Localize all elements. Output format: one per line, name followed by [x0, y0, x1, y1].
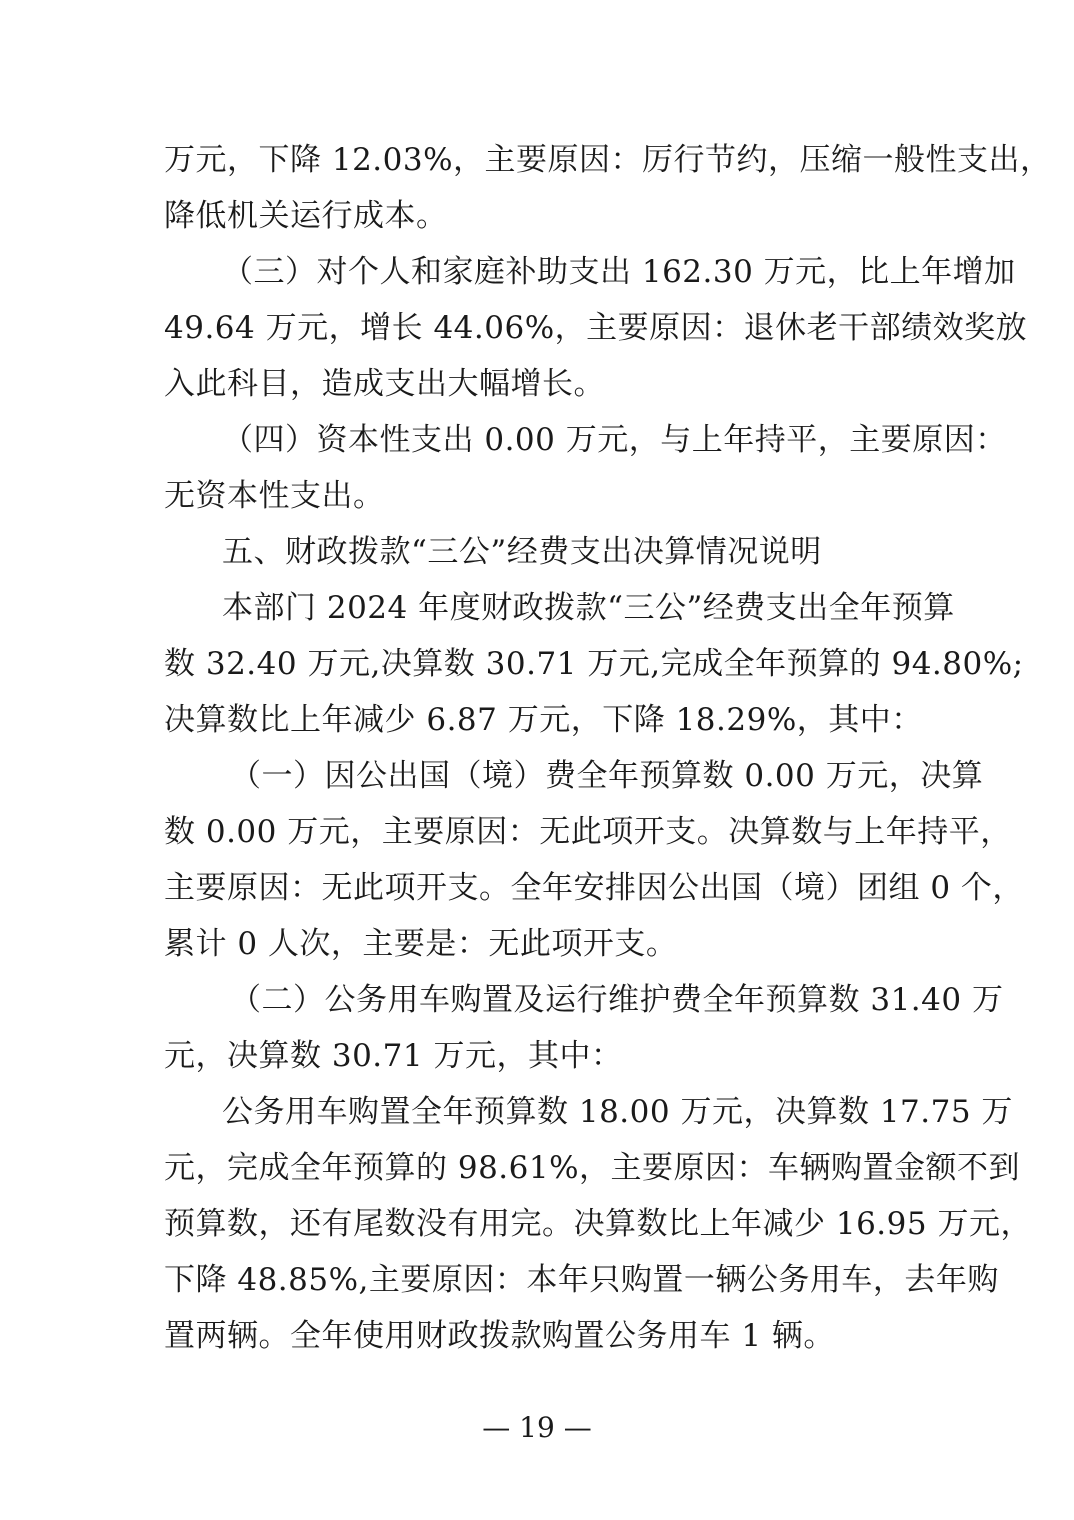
paragraph-line: （二）公务用车购置及运行维护费全年预算数 31.40 万: [230, 982, 1004, 1018]
paragraph-line: 万元，下降 12.03%，主要原因：厉行节约，压缩一般性支出，: [164, 142, 1052, 178]
paragraph-line: 数 0.00 万元，主要原因：无此项开支。决算数与上年持平，: [164, 814, 1012, 850]
paragraph-line: 本部门 2024 年度财政拨款“三公”经费支出全年预算: [222, 590, 955, 626]
paragraph-line: 预算数，还有尾数没有用完。决算数比上年减少 16.95 万元，: [164, 1206, 1032, 1242]
paragraph-line: 入此科目，造成支出大幅增长。: [164, 366, 605, 402]
paragraph-line: 数 32.40 万元,决算数 30.71 万元,完成全年预算的 94.80%;: [164, 646, 1024, 682]
section-heading: 五、财政拨款“三公”经费支出决算情况说明: [222, 534, 822, 570]
paragraph-line: （四）资本性支出 0.00 万元，与上年持平，主要原因：: [222, 422, 1007, 458]
paragraph-line: 下降 48.85%,主要原因：本年只购置一辆公务用车，去年购: [164, 1262, 999, 1298]
paragraph-line: 决算数比上年减少 6.87 万元，下降 18.29%，其中：: [164, 702, 923, 738]
paragraph-line: 累计 0 人次，主要是：无此项开支。: [164, 926, 678, 962]
paragraph-line: 主要原因：无此项开支。全年安排因公出国（境）团组 0 个，: [164, 870, 1024, 906]
page-number: — 19 —: [482, 1411, 592, 1444]
paragraph-line: 元，完成全年预算的 98.61%，主要原因：车辆购置金额不到: [164, 1150, 1021, 1186]
paragraph-line: 降低机关运行成本。: [164, 198, 448, 234]
paragraph-line: 公务用车购置全年预算数 18.00 万元，决算数 17.75 万: [222, 1094, 1013, 1130]
paragraph-line: 元，决算数 30.71 万元，其中：: [164, 1038, 623, 1074]
paragraph-line: （三）对个人和家庭补助支出 162.30 万元，比上年增加: [222, 254, 1016, 290]
paragraph-line: 49.64 万元，增长 44.06%，主要原因：退休老干部绩效奖放: [164, 310, 1028, 346]
paragraph-line: 置两辆。全年使用财政拨款购置公务用车 1 辆。: [164, 1318, 835, 1354]
paragraph-line: （一）因公出国（境）费全年预算数 0.00 万元，决算: [230, 758, 984, 794]
paragraph-line: 无资本性支出。: [164, 478, 385, 514]
